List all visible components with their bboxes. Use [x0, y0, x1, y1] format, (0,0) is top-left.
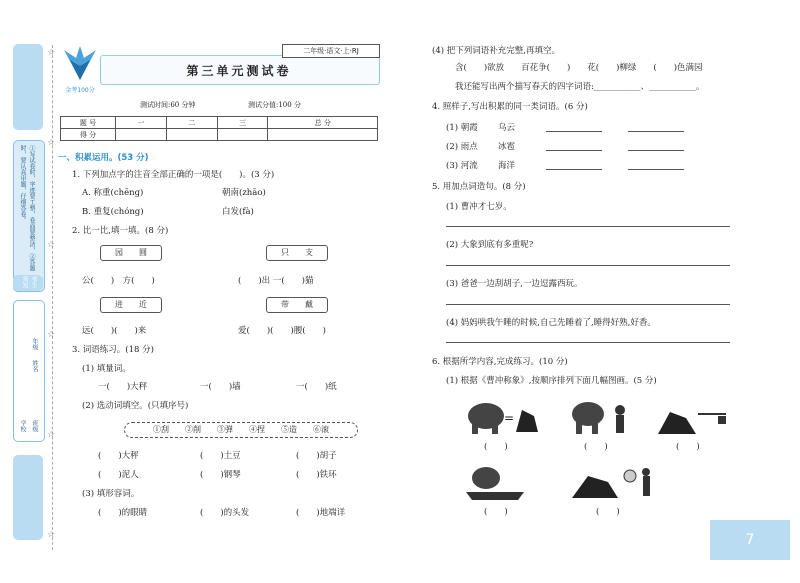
- option-b2: 白发(fà): [222, 207, 254, 217]
- word-3b: 海洋: [498, 161, 516, 171]
- side-name-label: 姓名: [31, 360, 38, 372]
- fill-line[interactable]: ( )钢琴: [200, 470, 241, 480]
- table-row: [61, 129, 378, 141]
- brand-logo: [58, 44, 102, 94]
- table-cell[interactable]: [166, 129, 217, 141]
- test-time: 测试时间:60 分钟: [140, 101, 196, 109]
- fill-line[interactable]: ( )的眼睛: [98, 508, 148, 518]
- sub-question: (3) 填形容词。: [82, 489, 140, 499]
- word-1b: 乌云: [498, 123, 516, 133]
- side-block-top: [13, 44, 43, 130]
- side-block-bottom: [13, 455, 43, 540]
- page-number: 7: [710, 520, 790, 560]
- order-blank[interactable]: ( ): [596, 507, 620, 517]
- elephant-boat-illustration: [464, 462, 534, 502]
- fill-line[interactable]: ( )的头发: [200, 508, 250, 518]
- order-blank[interactable]: ( ): [676, 442, 700, 452]
- elephant-people-illustration: [568, 396, 638, 436]
- question-2: 2. 比一比,填一填。(8 分): [72, 226, 169, 236]
- option-a2: 朝南(zhāo): [222, 188, 266, 198]
- star-icon: ☆: [47, 138, 56, 148]
- order-blank[interactable]: ( ): [584, 442, 608, 452]
- fill-line[interactable]: ( )泥人: [98, 470, 139, 480]
- svg-text:=: =: [504, 411, 515, 425]
- fill-line[interactable]: 远( )( )来: [82, 326, 147, 336]
- option-b[interactable]: B. 重复(chóng): [82, 207, 144, 217]
- table-cell: 总 分: [268, 117, 378, 129]
- sub-question: (2) 选动词填空。(只填序号): [82, 401, 189, 411]
- char-box: 园 圆: [100, 245, 162, 261]
- fill-line[interactable]: 我还能写出两个描写春天的四字词语:___________、___________。: [455, 82, 705, 92]
- sub-question: (1) 根据《曹冲称象》,按顺序排列下面几幅图画。(5 分): [446, 376, 657, 386]
- sentence-3: (3) 爸爸一边刮胡子,一边逗露西玩。: [446, 279, 583, 289]
- order-blank[interactable]: ( ): [484, 442, 508, 452]
- question-4: 4. 照样子,写出积累的同一类词语。(6 分): [432, 102, 588, 112]
- fill-line[interactable]: 一( )纸: [296, 382, 337, 392]
- word-3: (3) 河流: [446, 161, 478, 171]
- answer-line[interactable]: [628, 169, 684, 170]
- order-blank[interactable]: ( ): [484, 507, 508, 517]
- char-box: 只 支: [266, 245, 328, 261]
- answer-line[interactable]: [446, 304, 730, 305]
- star-icon: ☆: [47, 330, 56, 340]
- answer-line[interactable]: [628, 131, 684, 132]
- section-heading: 一、积累运用。(53 分): [58, 153, 149, 163]
- elephant-scale-illustration: [464, 396, 540, 436]
- question-3: 3. 词语练习。(18 分): [72, 345, 154, 355]
- answer-line[interactable]: [446, 226, 730, 227]
- table-cell[interactable]: [116, 129, 167, 141]
- question-1: 1. 下列加点字的注音全部正确的一项是( )。(3 分): [72, 170, 275, 180]
- page-title: 第三单元测试卷: [186, 64, 292, 78]
- star-icon: ☆: [47, 530, 56, 540]
- question-4-sub: (4) 把下列词语补充完整,再填空。: [432, 46, 560, 56]
- sentence-4: (4) 妈妈哄我午睡的时候,自己先睡着了,睡得好熟,好香。: [446, 318, 656, 328]
- side-grade-label: 年级: [31, 338, 38, 350]
- fill-line[interactable]: 含( )欲放 百花争( ) 花( )柳绿 ( )色满园: [455, 63, 703, 73]
- star-icon: ☆: [47, 48, 56, 58]
- score-table: [60, 116, 378, 141]
- stones-scale-illustration: [656, 400, 730, 436]
- fill-line[interactable]: 一( )大秤: [98, 382, 148, 392]
- fill-line[interactable]: 爱( )( )腰( ): [238, 326, 326, 336]
- side-notice-label: 考生须知: [21, 276, 37, 288]
- cut-line: [52, 45, 53, 550]
- char-box: 带 戴: [266, 297, 328, 313]
- fill-line[interactable]: 一( )墙: [200, 382, 241, 392]
- table-cell: 得 分: [61, 129, 116, 141]
- side-school-label: 学校: [19, 420, 26, 432]
- word-1: (1) 朝霞: [446, 123, 478, 133]
- word-2b: 冰雹: [498, 142, 516, 152]
- option-a[interactable]: A. 称重(chēng): [82, 188, 144, 198]
- fill-line[interactable]: ( )胡子: [296, 451, 337, 461]
- grade-tag: 二年级·语文·上·RJ: [282, 44, 380, 58]
- table-cell[interactable]: [217, 129, 268, 141]
- side-class-label: 班级: [31, 420, 38, 432]
- fill-line[interactable]: ( )铁环: [296, 470, 337, 480]
- table-cell: 一: [116, 117, 167, 129]
- table-cell: 题 号: [61, 117, 116, 129]
- sentence-1: (1) 曹冲才七岁。: [446, 202, 512, 212]
- fill-line[interactable]: ( )大秤: [98, 451, 139, 461]
- answer-line[interactable]: [546, 150, 602, 151]
- table-cell[interactable]: [268, 129, 378, 141]
- question-5: 5. 用加点词造句。(8 分): [432, 182, 526, 192]
- question-6: 6. 根据所学内容,完成练习。(10 分): [432, 357, 568, 367]
- word-2: (2) 雨点: [446, 142, 478, 152]
- stones-people-illustration: [568, 462, 658, 502]
- table-cell: 二: [166, 117, 217, 129]
- answer-line[interactable]: [546, 169, 602, 170]
- table-cell: 三: [217, 117, 268, 129]
- fill-line[interactable]: ( )地端详: [296, 508, 346, 518]
- fill-line[interactable]: ( )土豆: [200, 451, 241, 461]
- logo-text: 金考100分: [65, 87, 95, 94]
- fill-line[interactable]: ( )出 一( )猫: [238, 276, 314, 286]
- answer-line[interactable]: [628, 150, 684, 151]
- sub-question: (1) 填量词。: [82, 364, 131, 374]
- table-row: [61, 117, 378, 129]
- answer-line[interactable]: [546, 131, 602, 132]
- fill-line[interactable]: 公( ) 方( ): [82, 276, 155, 286]
- sentence-2: (2) 大象到底有多重呢?: [446, 240, 534, 250]
- test-score: 测试分值:100 分: [248, 101, 301, 109]
- star-icon: ☆: [47, 240, 56, 250]
- answer-line[interactable]: [446, 342, 730, 343]
- side-notice-text: ①写试卷时，字迹要工整，卷面要整洁，②答题时，要认真审题，仔细答卷。: [19, 145, 35, 271]
- verb-options: ①刮 ②削 ③弹 ④捏 ⑤造 ⑥滚: [124, 422, 358, 438]
- char-box: 进 近: [100, 297, 162, 313]
- answer-line[interactable]: [446, 265, 730, 266]
- star-icon: ☆: [47, 430, 56, 440]
